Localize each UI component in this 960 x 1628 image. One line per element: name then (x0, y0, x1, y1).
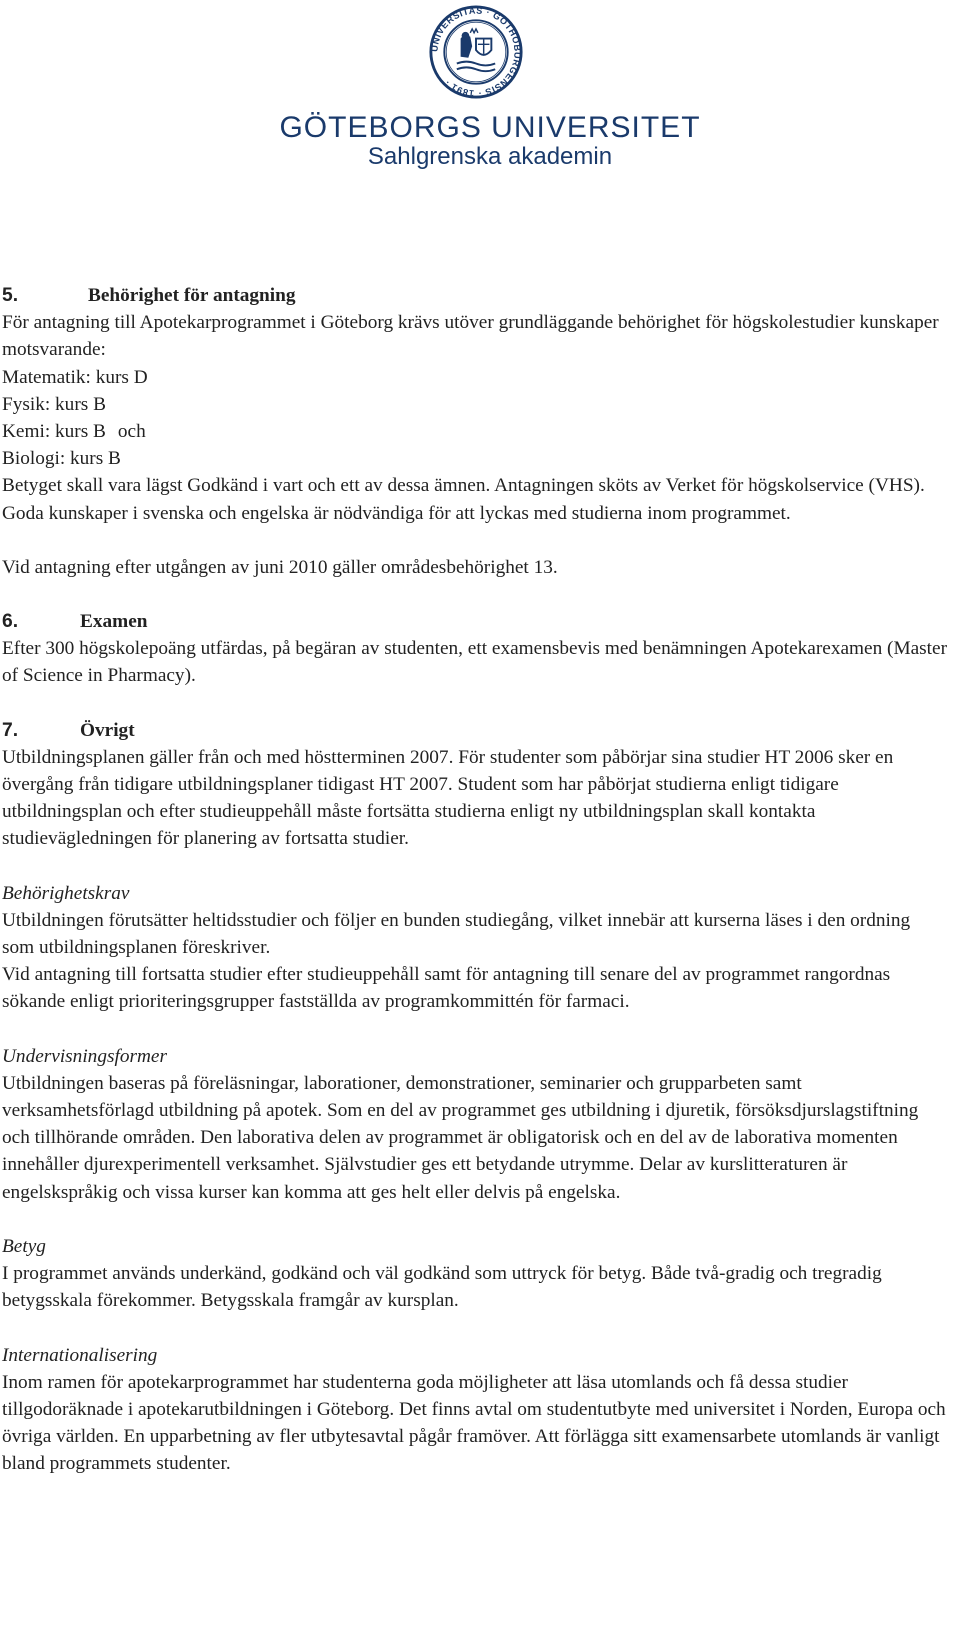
spacer (2, 1206, 947, 1233)
grades-paragraph: I programmet används underkänd, godkänd och väl godkänd som uttryck för betyg. Både två-gradig och tregradig betygsskala förekommer. Betygsskala framgår av kursplan. (2, 1263, 882, 1312)
section-title: Behörighet för antagning (88, 285, 296, 306)
language-requirement: Goda kunskaper i svenska och engelska är nödvändiga för att lyckas med studierna inom programmet. (2, 502, 791, 524)
university-name: GÖTEBORGS UNIVERSITET (279, 111, 701, 144)
requirement-biology: Biologi: kurs B (2, 448, 121, 470)
other-text: Utbildningsplanen gäller från och med höstterminen 2007. För studenter som påbörjar sina studier HT 2006 sker en övergång från tidigare utbildningsplaner tidigast HT 2007. Student som har påbörjat studierna enligt tidigare utbildningsplan och efter studieuppehåll måste fortsätta studierna enligt ny utbildningsplan skall kontakta studievägledningen för planering av fortsatta studier. (2, 746, 894, 850)
section-7-heading (2, 717, 947, 744)
document-body (2, 282, 947, 1478)
spacer (2, 1315, 947, 1342)
document-header (0, 0, 960, 180)
faculty-name: Sahlgrenska akademin (367, 143, 613, 170)
university-seal-logo (428, 4, 524, 100)
spacer (2, 690, 947, 717)
spacer (2, 527, 947, 554)
svg-text:UNIVERSITAS · GOTHOBURGENSIS ·: UNIVERSITAS · GOTHOBURGENSIS · 1891 · (429, 5, 523, 99)
subsection-title-teaching: Undervisningsformer (2, 1045, 167, 1067)
section-6-heading (2, 608, 947, 635)
spacer (2, 853, 947, 880)
spacer (2, 1016, 947, 1043)
section-title: Övrigt (80, 719, 135, 741)
subsection-title-international: Internationalisering (2, 1344, 158, 1366)
area-eligibility: Vid antagning efter utgången av juni 2010 gäller områdesbehörighet 13. (2, 556, 558, 578)
requirement-chemistry-text: Kemi: kurs B (2, 421, 106, 443)
grade-requirement: Betyget skall vara lägst Godkänd i vart och ett av dessa ämnen. Antagningen sköts av Verket för högskolservice (VHS). (2, 475, 925, 497)
requirement-conjunction: och (117, 421, 146, 443)
teaching-paragraph: Utbildningen baseras på föreläsningar, laborationer, demonstrationer, seminarier och grupparbeten samt verksamhetsförlagd utbildning på apotek. Som en del av programmet ges utbildning i djuretik, försöksdjurslagstiftning och tillhörande områden. Den laborativa delen av programmet är obligatorisk och en del av de laborativa momenten innehåller djurexperimentell verksamhet. Självstudier ges ett betydande utrymme. Delar av kurslitteraturen är engelskspråkig och vissa kurser kan komma att ges helt eller delvis på engelska. (2, 1072, 919, 1203)
requirement-physics: Fysik: kurs B (2, 393, 106, 415)
subsection-title-eligibility: Behörighetskrav (2, 882, 130, 904)
international-paragraph: Inom ramen för apotekarprogrammet har studenterna goda möjligheter att läsa utomlands och få dessa studier tillgodoräknade i apotekarutbildningen i Göteborg. Det finns avtal om studentutbyte med universitet i Norden, Europa och övriga världen. En upparbetning av fler utbytesavtal pågår framöver. Att förlägga sitt examensarbete utomlands är vanligt bland programmets studenter. (2, 1371, 946, 1475)
section-title: Examen (80, 611, 148, 633)
section-5-heading (2, 282, 947, 309)
subsection-title-grades: Betyg (2, 1235, 46, 1257)
section-number: 6. (2, 611, 19, 633)
section-number: 5. (2, 285, 19, 306)
degree-text: Efter 300 högskolepoäng utfärdas, på begäran av studenten, ett examensbevis med benämningen Apotekarexamen (Master of Science in Pharmacy). (2, 638, 947, 687)
requirement-math: Matematik: kurs D (2, 366, 148, 388)
eligibility-paragraph-2: Vid antagning till fortsatta studier efter studieuppehåll samt för antagning till senare del av programmet rangordnas sökande enligt prioriteringsgrupper fastställda av programkommittén för farmaci. (2, 964, 891, 1013)
section-number: 7. (2, 719, 19, 741)
requirement-chemistry (2, 418, 947, 445)
admission-intro: För antagning till Apotekarprogrammet i Göteborg krävs utöver grundläggande behörighet för högskolestudier kunskaper motsvarande: (2, 312, 939, 361)
eligibility-paragraph-1: Utbildningen förutsätter heltidsstudier och följer en bunden studiegång, vilket innebär att kurserna läses i den ordning som utbildningsplanen föreskriver. (2, 909, 911, 959)
spacer (2, 581, 947, 608)
